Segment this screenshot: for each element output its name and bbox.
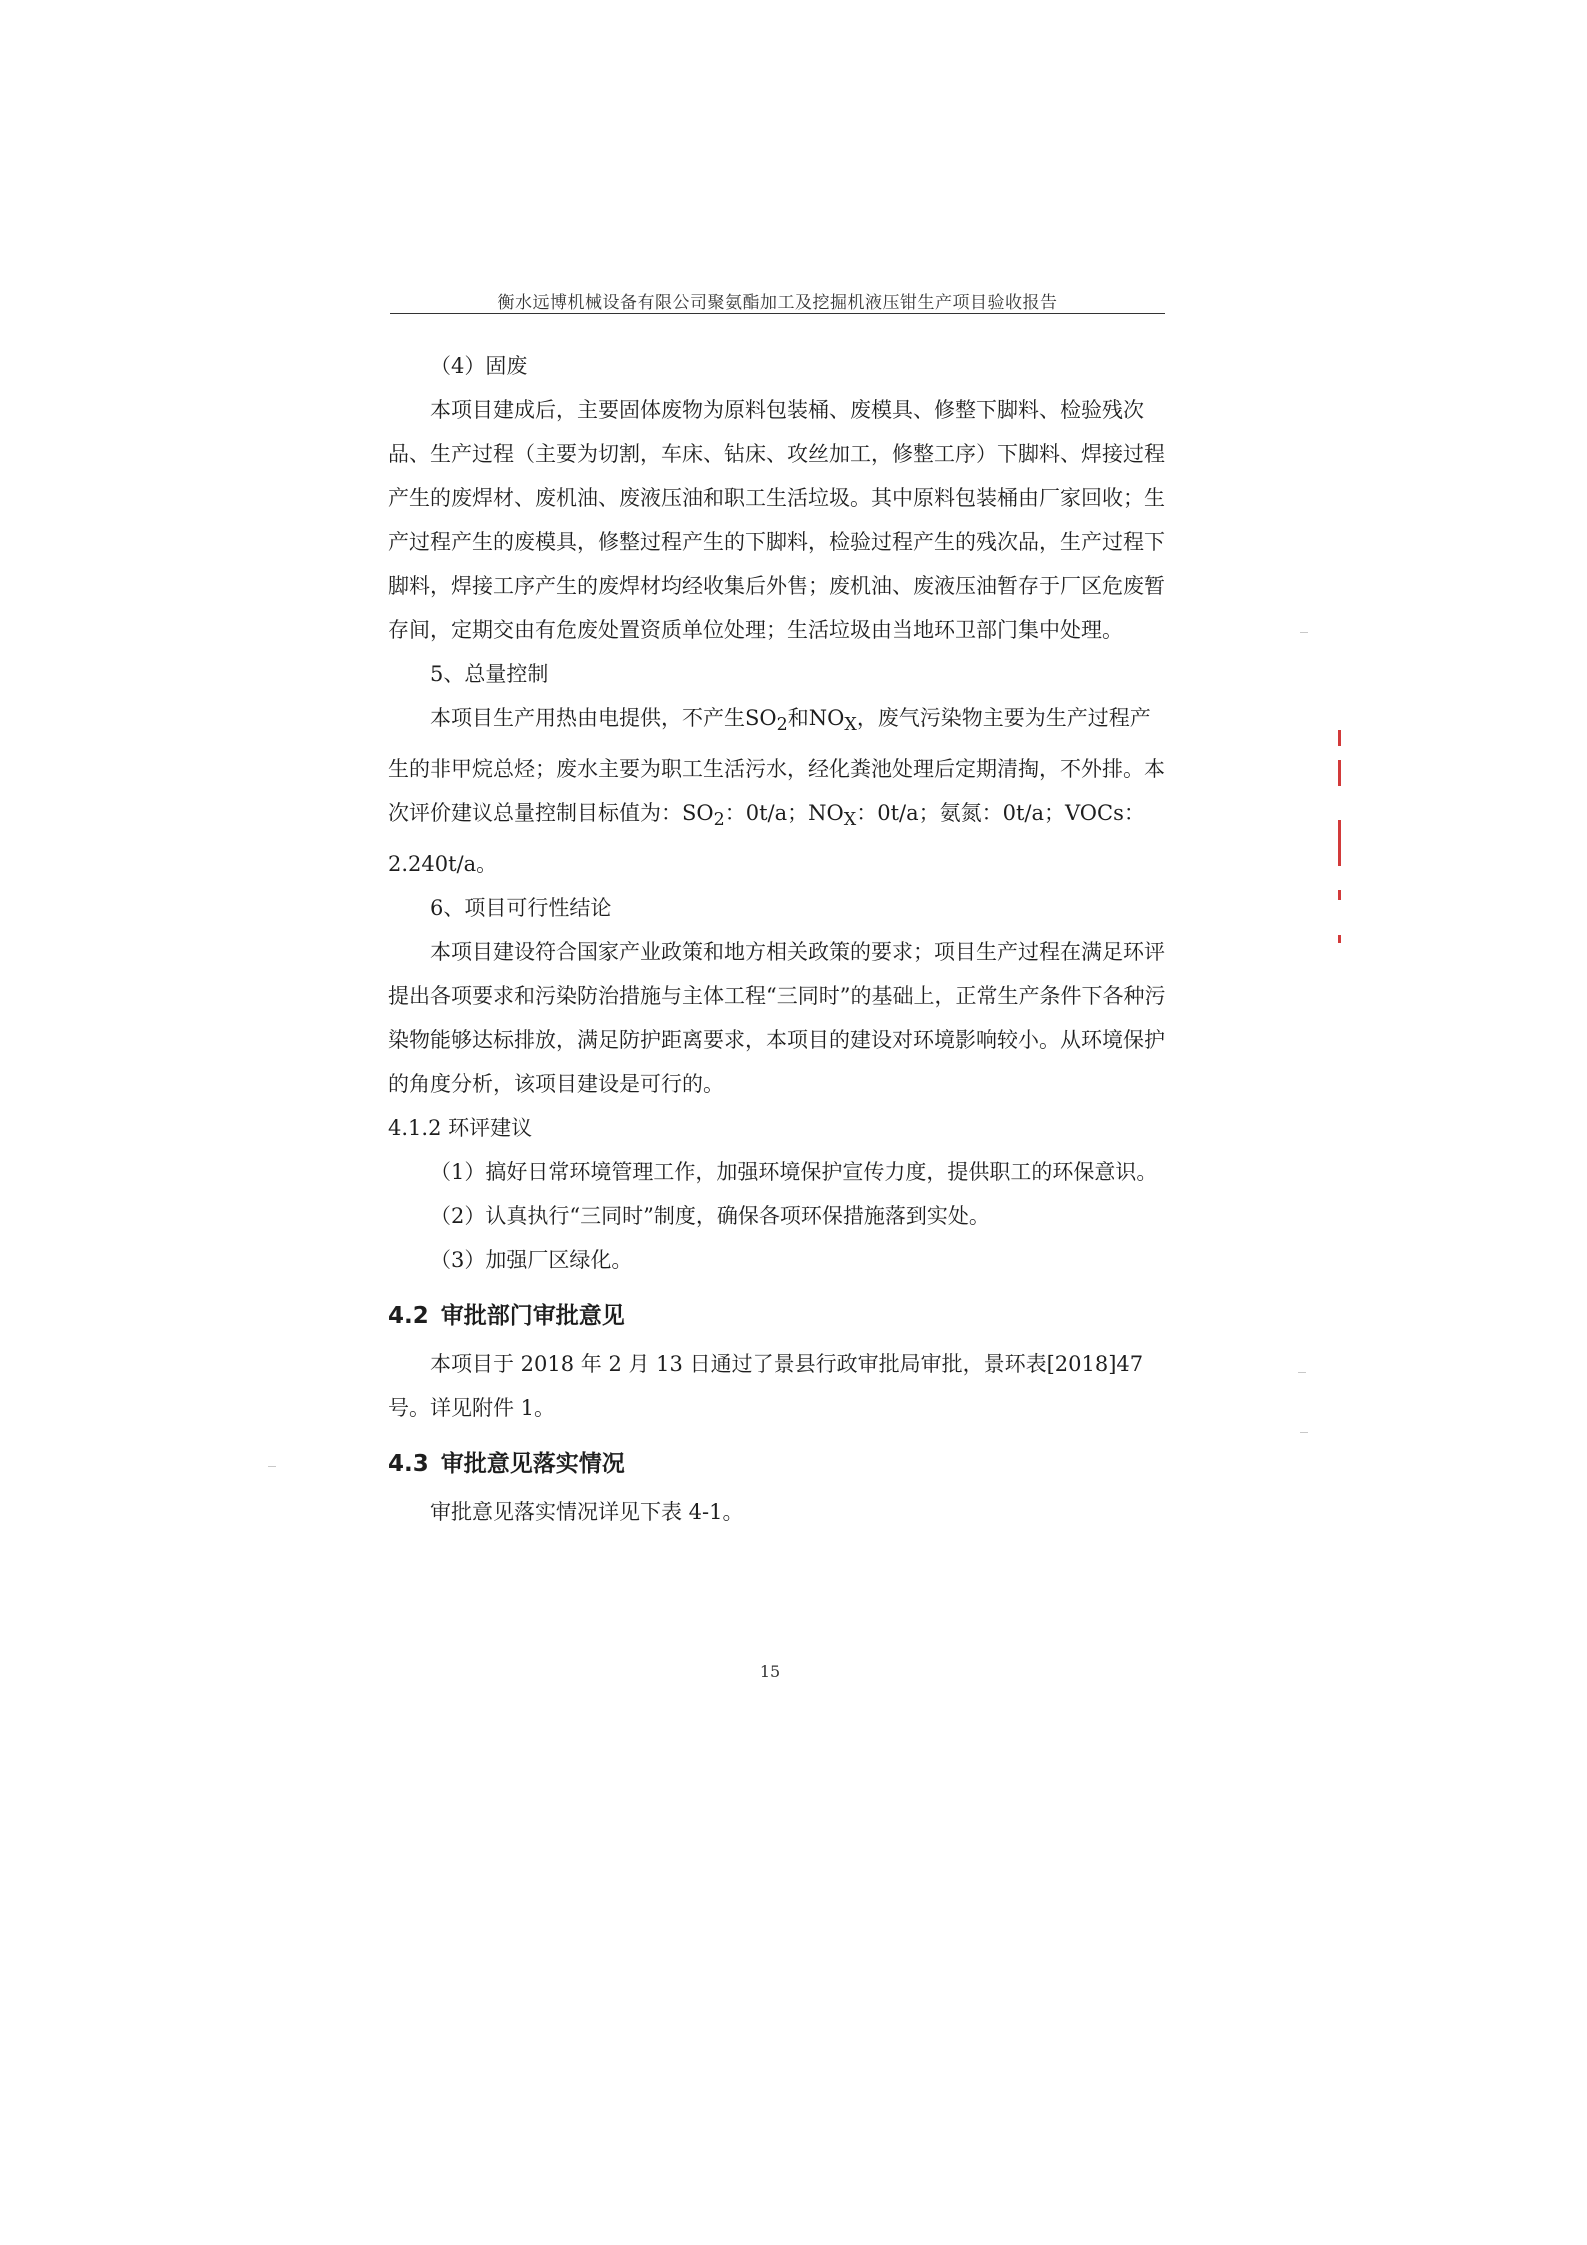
nox-formula-2 bbox=[808, 801, 857, 831]
suggestion-item-1: （1）搞好日常环境管理工作，加强环境保护宣传力度，提供职工的环保意识。 bbox=[430, 1160, 1158, 1185]
stamp-mark-2 bbox=[1338, 760, 1341, 786]
feasibility-heading: 6、项目可行性结论 bbox=[430, 896, 612, 921]
page-number: 15 bbox=[759, 1662, 781, 1681]
feasibility-paragraph: 本项目建设符合国家产业政策和地方相关政策的要求；项目生产过程在满足环评提出各项要求和污染防治措施与主体工程“三同时”的基础上，正常生产条件下各种污染物能够达标排放，满足防护距离要求，本项目的建设对环境影响较小。从环境保护的角度分析，该项目建设是可行的。 bbox=[388, 940, 1166, 1097]
so2-symbol: SO bbox=[745, 706, 777, 730]
eia-suggestion-heading: 4.1.2 环评建议 bbox=[388, 1116, 533, 1141]
so2-formula-2 bbox=[682, 801, 725, 831]
stamp-mark-5 bbox=[1338, 935, 1341, 943]
scan-speck-4 bbox=[268, 1466, 276, 1467]
section-4-3-heading bbox=[388, 1438, 1166, 1490]
so2-symbol-2: SO bbox=[682, 801, 714, 826]
stamp-mark-1 bbox=[1338, 730, 1341, 746]
total-control-text-4: ：0t/a；氨氮：0t/a；VOCs：2.240t/a。 bbox=[388, 801, 1145, 877]
section-4-2-title: 审批部门审批意见 bbox=[440, 1303, 625, 1330]
stamp-mark-3 bbox=[1338, 820, 1341, 866]
nox-formula bbox=[808, 706, 857, 736]
nox-subscript-2: X bbox=[843, 810, 857, 831]
page-content bbox=[388, 344, 1166, 1534]
and-word: 和 bbox=[787, 706, 809, 730]
nox-symbol: NO bbox=[808, 706, 845, 730]
nox-subscript: X bbox=[844, 715, 857, 736]
so2-subscript: 2 bbox=[776, 715, 788, 736]
total-control-paragraph bbox=[388, 696, 1166, 886]
stamp-mark-4 bbox=[1338, 890, 1341, 900]
header-rule bbox=[390, 313, 1165, 314]
so2-formula bbox=[745, 706, 788, 736]
section-4-3-title: 审批意见落实情况 bbox=[440, 1451, 625, 1478]
running-header: 衡水远博机械设备有限公司聚氨酯加工及挖掘机液压钳生产项目验收报告 bbox=[497, 293, 1058, 313]
solid-waste-heading: （4）固废 bbox=[430, 354, 528, 378]
scan-speck-1 bbox=[1300, 632, 1308, 633]
so2-subscript-2: 2 bbox=[713, 810, 725, 831]
nox-symbol-2: NO bbox=[808, 801, 844, 826]
scan-speck-2 bbox=[1298, 1372, 1306, 1373]
suggestion-item-3: （3）加强厂区绿化。 bbox=[430, 1248, 633, 1273]
scan-speck-3 bbox=[1300, 1432, 1308, 1433]
total-control-text-1: 本项目生产用热由电提供，不产生 bbox=[430, 706, 745, 730]
section-4-2-number: 4.2 bbox=[388, 1303, 429, 1330]
section-4-3-paragraph: 审批意见落实情况详见下表 4-1。 bbox=[430, 1500, 744, 1525]
total-control-text-3: ：0t/a； bbox=[724, 801, 809, 826]
suggestion-item-2: （2）认真执行“三同时”制度，确保各项环保措施落到实处。 bbox=[430, 1204, 990, 1229]
section-4-2-paragraph: 本项目于 2018 年 2 月 13 日通过了景县行政审批局审批，景环表[2018]47 号。详见附件 1。 bbox=[388, 1352, 1144, 1421]
section-4-3-number: 4.3 bbox=[388, 1451, 429, 1478]
total-control-heading: 5、总量控制 bbox=[430, 662, 549, 686]
solid-waste-paragraph: 本项目建成后，主要固体废物为原料包装桶、废模具、修整下脚料、检验残次品、生产过程（主要为切割，车床、钻床、攻丝加工，修整工序）下脚料、焊接过程产生的废焊材、废机油、废液压油和职工生活垃圾。其中原料包装桶由厂家回收；生产过程产生的废模具，修整过程产生的下脚料，检验过程产生的残次品，生产过程下脚料，焊接工序产生的废焊材均经收集后外售；废机油、废液压油暂存于厂区危废暂存间，定期交由有危废处置资质单位处理；生活垃圾由当地环卫部门集中处理。 bbox=[388, 398, 1165, 642]
section-4-2-heading bbox=[388, 1290, 1166, 1342]
total-control-text-2: ，废气污染物主要为生产过程产生的非甲烷总烃；废水主要为职工生活污水，经化粪池处理后定期清掏，不外排。本次评价建议总量控制目标值为： bbox=[388, 706, 1165, 826]
